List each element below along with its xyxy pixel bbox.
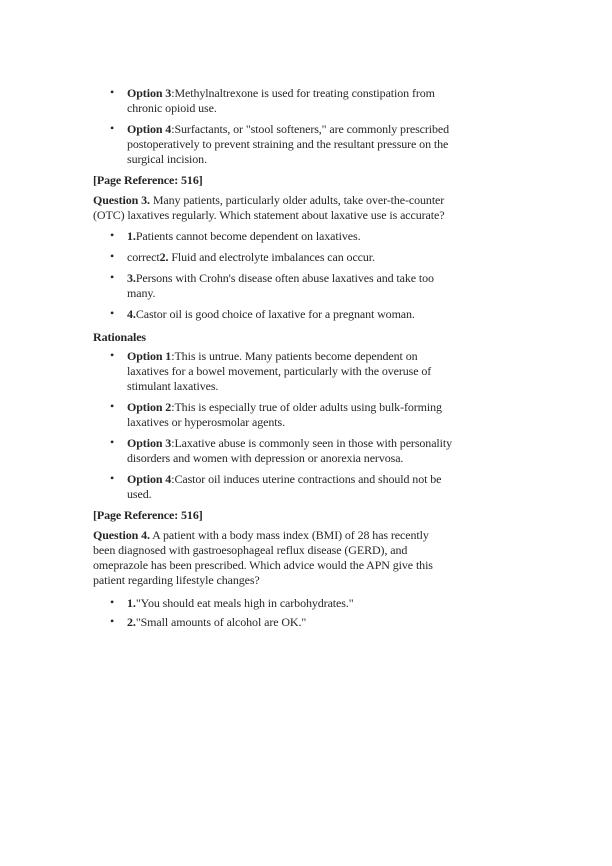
page-reference: [Page Reference: 516] <box>93 508 203 522</box>
option-text: :This is especially true of older adults using bulk-forming <box>171 400 442 414</box>
choice-text-continuation: many. <box>127 286 156 300</box>
option-label: Option 1 <box>127 349 172 363</box>
question-3-text <box>93 193 542 208</box>
choice-text: Castor oil is good choice of laxative for a pregnant woman. <box>135 307 415 321</box>
option-text: :Methylnaltrexone is used for treating constipation from <box>171 86 435 100</box>
answer-choice <box>93 307 542 322</box>
rationale-option-item <box>93 472 542 502</box>
question-4-text <box>93 528 542 543</box>
answer-choice <box>93 250 542 265</box>
option-label: Option 3 <box>127 436 172 450</box>
option-text: :Laxative abuse is commonly seen in those with personality <box>171 436 453 450</box>
option-label: Option 4 <box>127 122 172 136</box>
choice-number: 2. <box>127 615 136 629</box>
option-text-continuation: laxatives for a bowel movement, particularly with the overuse of stimulant laxatives. <box>127 364 432 393</box>
question-label: Question 3. <box>93 193 150 207</box>
choice-text: Fluid and electrolyte imbalances can occur. <box>168 250 375 264</box>
answer-choice <box>93 596 542 611</box>
rationale-option-item <box>93 349 542 394</box>
question-4-choices <box>93 596 542 630</box>
rationale-option-item <box>93 436 542 466</box>
option-text-continuation: chronic opioid use. <box>127 101 217 115</box>
rationale-option-item <box>93 86 542 116</box>
option-text-continuation: postoperatively to prevent straining and the resultant pressure on the surgical incision. <box>127 137 449 166</box>
choice-number: 1. <box>127 229 136 243</box>
option-text-continuation: used. <box>127 487 152 501</box>
choice-number: 3. <box>127 271 136 285</box>
question-label: Question 4. <box>93 528 150 542</box>
page-reference: [Page Reference: 516] <box>93 173 203 187</box>
prev-rationales-list <box>93 86 542 167</box>
option-text-continuation: disorders and women with depression or anorexia nervosa. <box>127 451 404 465</box>
choice-number: 4. <box>127 307 136 321</box>
answer-choice <box>93 271 542 301</box>
correct-marker: correct <box>127 250 160 264</box>
choice-text: "You should eat meals high in carbohydrates." <box>135 596 354 610</box>
option-text: :This is untrue. Many patients become dependent on <box>171 349 418 363</box>
option-text: :Castor oil induces uterine contractions and should not be <box>171 472 442 486</box>
option-text: :Surfactants, or "stool softeners," are commonly prescribed <box>171 122 450 136</box>
question-text: Many patients, particularly older adults, take over-the-counter <box>149 193 445 207</box>
rationale-option-item <box>93 122 542 167</box>
question-3-block <box>93 193 542 322</box>
question-4-block <box>93 528 542 630</box>
option-label: Option 3 <box>127 86 172 100</box>
choice-text: Persons with Crohn's disease often abuse laxatives and take too <box>135 271 434 285</box>
option-label: Option 4 <box>127 472 172 486</box>
question-3-choices <box>93 229 542 322</box>
choice-number: 2. <box>159 250 169 264</box>
choice-text: "Small amounts of alcohol are OK." <box>135 615 307 629</box>
option-label: Option 2 <box>127 400 172 414</box>
question-text-continuation: been diagnosed with gastroesophageal reflux disease (GERD), and omeprazole has been prescribed. Which advice would the APN give this patient regarding lifestyle changes? <box>93 543 433 587</box>
option-text-continuation: laxatives or hyperosmolar agents. <box>127 415 285 429</box>
question-text: A patient with a body mass index (BMI) of 28 has recently <box>149 528 429 542</box>
rationales-list <box>93 349 542 502</box>
choice-text: Patients cannot become dependent on laxatives. <box>135 229 361 243</box>
answer-choice <box>93 615 542 630</box>
rationales-heading: Rationales <box>93 330 147 344</box>
answer-choice <box>93 229 542 244</box>
question-text-continuation: (OTC) laxatives regularly. Which statement about laxative use is accurate? <box>93 208 445 222</box>
rationale-option-item <box>93 400 542 430</box>
choice-number: 1. <box>127 596 136 610</box>
